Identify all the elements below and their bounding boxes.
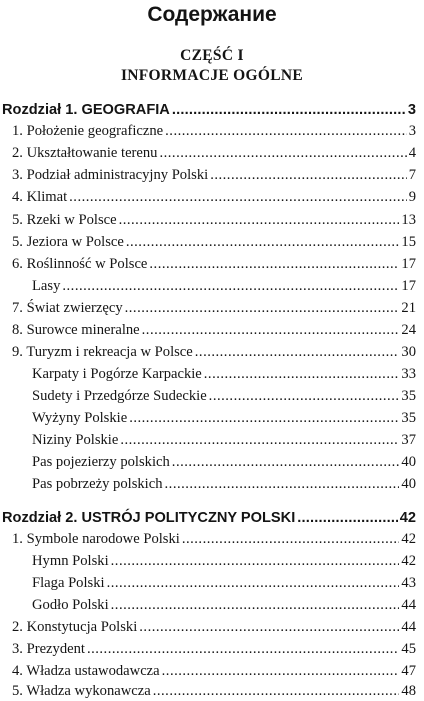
toc-entry-page: 15 [401,234,416,250]
toc-entry[interactable] [32,573,416,593]
toc-entry-label: 8. Surowce mineralne [12,322,140,338]
dot-leader [139,617,399,637]
toc-entry-page: 42 [401,531,416,547]
toc-entry[interactable] [32,595,416,615]
dot-leader [165,474,400,494]
dot-leader [87,639,399,659]
toc-entry-label: Wyżyny Polskie [32,410,128,426]
toc-entry[interactable] [12,639,416,659]
toc-entry-label: 6. Roślinność w Polsce [12,256,148,272]
dot-leader [159,143,406,163]
toc-entry[interactable] [32,551,416,571]
toc-entry[interactable] [12,529,416,549]
toc-entry[interactable] [12,681,416,701]
toc-entry-page: 9 [408,189,416,205]
toc-entry-page: 45 [401,641,416,657]
toc-entry-page: 47 [401,663,416,679]
toc-entry[interactable] [12,661,416,681]
toc-entry-label: 2. Konstytucja Polski [12,619,138,635]
page-title: Содержание [147,3,277,26]
dot-leader [182,529,400,549]
dot-leader [172,100,406,120]
toc-entry-label: Flaga Polski [32,575,105,591]
part-number: CZĘŚĆ I [180,47,244,64]
toc-entry-page: 13 [401,212,416,228]
toc-entry-label: 9. Turyzm i rekreacja w Polsce [12,344,193,360]
toc-entry-page: 35 [401,410,416,426]
toc-entry-page: 4 [408,145,416,161]
toc-chapter-page: 42 [399,510,416,526]
toc-entry-page: 42 [401,553,416,569]
toc-entry-label: 3. Prezydent [12,641,85,657]
toc-entry[interactable] [32,430,416,450]
toc-entry[interactable] [32,474,416,494]
part-name: INFORMACJE OGÓLNE [120,67,304,84]
toc-entry[interactable] [12,254,416,274]
dot-leader [120,430,399,450]
toc-entry-label: 4. Klimat [12,189,68,205]
toc-chapter-label: Rozdział 1. GEOGRAFIA [2,102,170,118]
dot-leader [162,661,400,681]
toc-entry-page: 44 [401,597,416,613]
toc-entry-page: 35 [401,388,416,404]
toc-entry-label: 7. Świat zwierzęcy [12,300,123,316]
toc-chapter-label: Rozdział 2. USTRÓJ POLITYCZNY POLSKI [2,510,296,526]
toc-entry-page: 17 [401,278,416,294]
toc-entry[interactable] [12,165,416,185]
dot-leader [125,298,400,318]
dot-leader [107,573,400,593]
toc-entry-label: 5. Rzeki w Polsce [12,212,117,228]
toc-entry-page: 30 [401,344,416,360]
toc-entry-label: 5. Jeziora w Polsce [12,234,124,250]
toc-entry-label: Godło Polski [32,597,109,613]
dot-leader [165,121,407,141]
dot-leader [209,386,400,406]
dot-leader [111,551,400,571]
toc-entry-label: 1. Symbole narodowe Polski [12,531,180,547]
toc-entry[interactable] [12,320,416,340]
dot-leader [149,254,399,274]
toc-entry[interactable] [32,364,416,384]
toc-entry-page: 17 [401,256,416,272]
dot-leader [172,452,400,472]
dot-leader [297,508,398,528]
dot-leader [126,232,400,252]
dot-leader [69,187,407,207]
dot-leader [153,681,400,701]
toc-entry[interactable] [12,187,416,207]
toc-entry-label: 4. Władza ustawodawcza [12,663,160,679]
toc-entry-label: Hymn Polski [32,553,109,569]
toc-entry[interactable] [12,210,416,230]
dot-leader [129,408,399,428]
toc-entry-label: 3. Podział administracyjny Polski [12,167,209,183]
toc-entry-page: 7 [408,167,416,183]
toc-entry-page: 44 [401,619,416,635]
toc-entry[interactable] [12,617,416,637]
toc-entry[interactable] [12,342,416,362]
toc-entry[interactable] [32,452,416,472]
toc-chapter-2[interactable] [2,508,416,528]
dot-leader [142,320,400,340]
toc-entry-label: Pas pojezierzy polskich [32,454,170,470]
toc-entry-page: 33 [401,366,416,382]
dot-leader [210,165,407,185]
toc-entry-page: 40 [401,476,416,492]
toc-entry[interactable] [12,143,416,163]
toc-chapter-page: 3 [407,102,416,118]
toc-entry[interactable] [32,386,416,406]
dot-leader [195,342,400,362]
toc-entry-page: 21 [401,300,416,316]
toc-entry-label: Pas pobrzeży polskich [32,476,163,492]
toc-entry[interactable] [12,121,416,141]
toc-entry-label: Lasy [32,278,61,294]
toc-entry-page: 3 [408,123,416,139]
toc-entry[interactable] [12,298,416,318]
toc-entry-page: 40 [401,454,416,470]
toc-chapter-1[interactable] [2,100,416,120]
toc-entry[interactable] [12,232,416,252]
toc-entry[interactable] [32,276,416,296]
dot-leader [62,276,399,296]
toc-entry-page: 37 [401,432,416,448]
dot-leader [111,595,400,615]
toc-entry-label: Niziny Polskie [32,432,119,448]
toc-entry-page: 24 [401,322,416,338]
toc-entry-page: 48 [401,683,416,699]
dot-leader [204,364,400,384]
dot-leader [119,210,400,230]
toc-entry-page: 43 [401,575,416,591]
toc-entry-label: 2. Ukształtowanie terenu [12,145,158,161]
toc-entry[interactable] [32,408,416,428]
toc-entry-label: Sudety i Przedgórze Sudeckie [32,388,207,404]
toc-entry-label: 1. Położenie geograficzne [12,123,164,139]
toc-entry-label: Karpaty i Pogórze Karpackie [32,366,202,382]
toc-entry-label: 5. Władza wykonawcza [12,683,151,699]
